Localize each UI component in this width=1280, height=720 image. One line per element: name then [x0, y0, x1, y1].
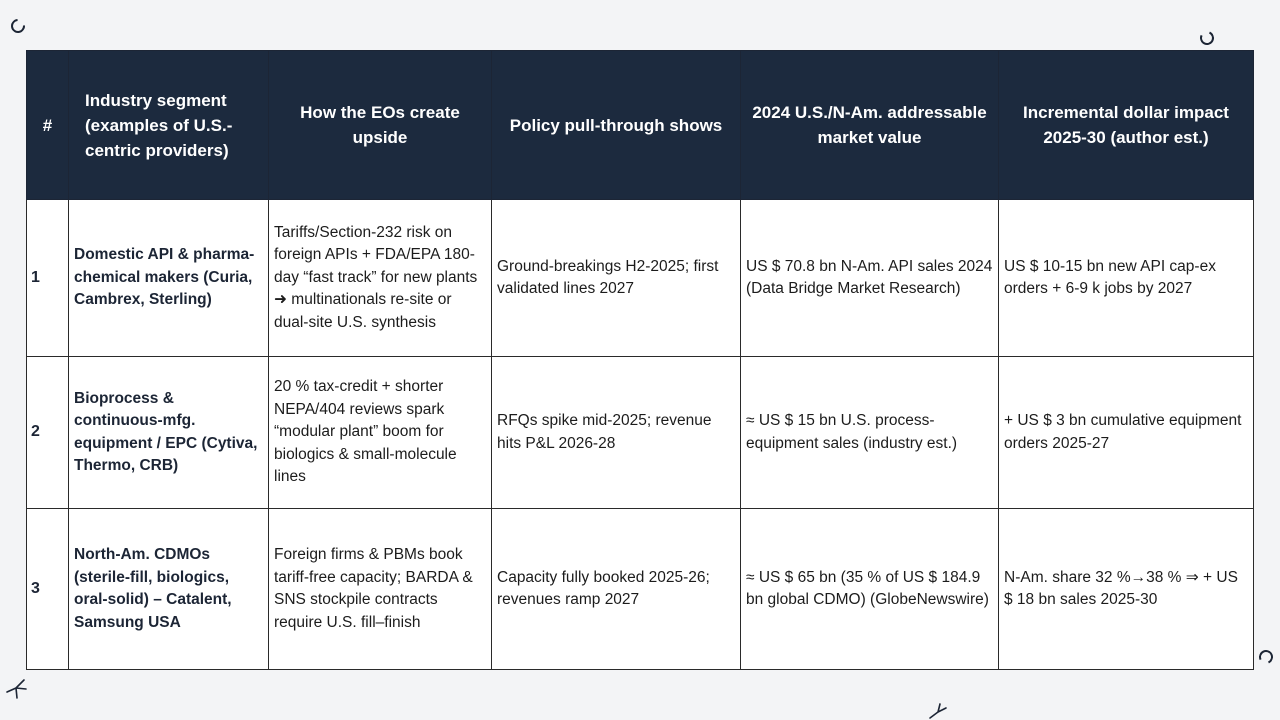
market-impact-table-container: [26, 50, 1253, 669]
table-row: [27, 509, 1254, 670]
row-segment: North-Am. CDMOs (sterile-fill, biologics, oral-solid) – Catalent, Samsung USA: [69, 509, 269, 670]
decorative-spark-icon: [926, 700, 950, 720]
row-segment: Domestic API & pharma-chemical makers (Curia, Cambrex, Sterling): [69, 200, 269, 357]
decorative-ring-icon: [1198, 29, 1216, 47]
row-market-value: US $ 70.8 bn N-Am. API sales 2024 (Data Bridge Market Research): [741, 200, 999, 357]
row-number: 1: [27, 200, 69, 357]
market-impact-table: [26, 50, 1254, 670]
row-market-value: ≈ US $ 65 bn (35 % of US $ 184.9 bn global CDMO) (GlobeNewswire): [741, 509, 999, 670]
header-market-value: 2024 U.S./N-Am. addressable market value: [741, 51, 999, 200]
row-impact: + US $ 3 bn cumulative equipment orders 2025-27: [999, 357, 1254, 509]
decorative-ring-icon: [8, 16, 28, 36]
decorative-ring-icon: [1257, 648, 1275, 666]
row-number: 2: [27, 357, 69, 509]
row-upside: Tariffs/Section-232 risk on foreign APIs + FDA/EPA 180-day “fast track” for new plants ➜ multinationals re-site or dual-site U.S. synthesis: [269, 200, 492, 357]
row-impact: N-Am. share 32 %→38 % ⇒ + US $ 18 bn sales 2025-30: [999, 509, 1254, 670]
row-pull-through: Capacity fully booked 2025-26; revenues ramp 2027: [492, 509, 741, 670]
row-upside: 20 % tax-credit + shorter NEPA/404 reviews spark “modular plant” boom for biologics & small-molecule lines: [269, 357, 492, 509]
header-upside: How the EOs create upside: [269, 51, 492, 200]
header-industry-segment: Industry segment (examples of U.S.-centric providers): [69, 51, 269, 200]
row-upside: Foreign firms & PBMs book tariff-free capacity; BARDA & SNS stockpile contracts require U.S. fill–finish: [269, 509, 492, 670]
table-row: [27, 357, 1254, 509]
row-number: 3: [27, 509, 69, 670]
header-pull-through: Policy pull-through shows: [492, 51, 741, 200]
row-pull-through: Ground-breakings H2-2025; first validated lines 2027: [492, 200, 741, 357]
header-impact: Incremental dollar impact 2025-30 (author est.): [999, 51, 1254, 200]
decorative-spark-icon: [4, 676, 28, 700]
row-pull-through: RFQs spike mid-2025; revenue hits P&L 2026-28: [492, 357, 741, 509]
table-header-row: [27, 51, 1254, 200]
row-market-value: ≈ US $ 15 bn U.S. process-equipment sales (industry est.): [741, 357, 999, 509]
row-impact: US $ 10-15 bn new API cap-ex orders + 6-9 k jobs by 2027: [999, 200, 1254, 357]
row-segment: Bioprocess & continuous-mfg. equipment / EPC (Cytiva, Thermo, CRB): [69, 357, 269, 509]
table-row: [27, 200, 1254, 357]
header-number: #: [27, 51, 69, 200]
